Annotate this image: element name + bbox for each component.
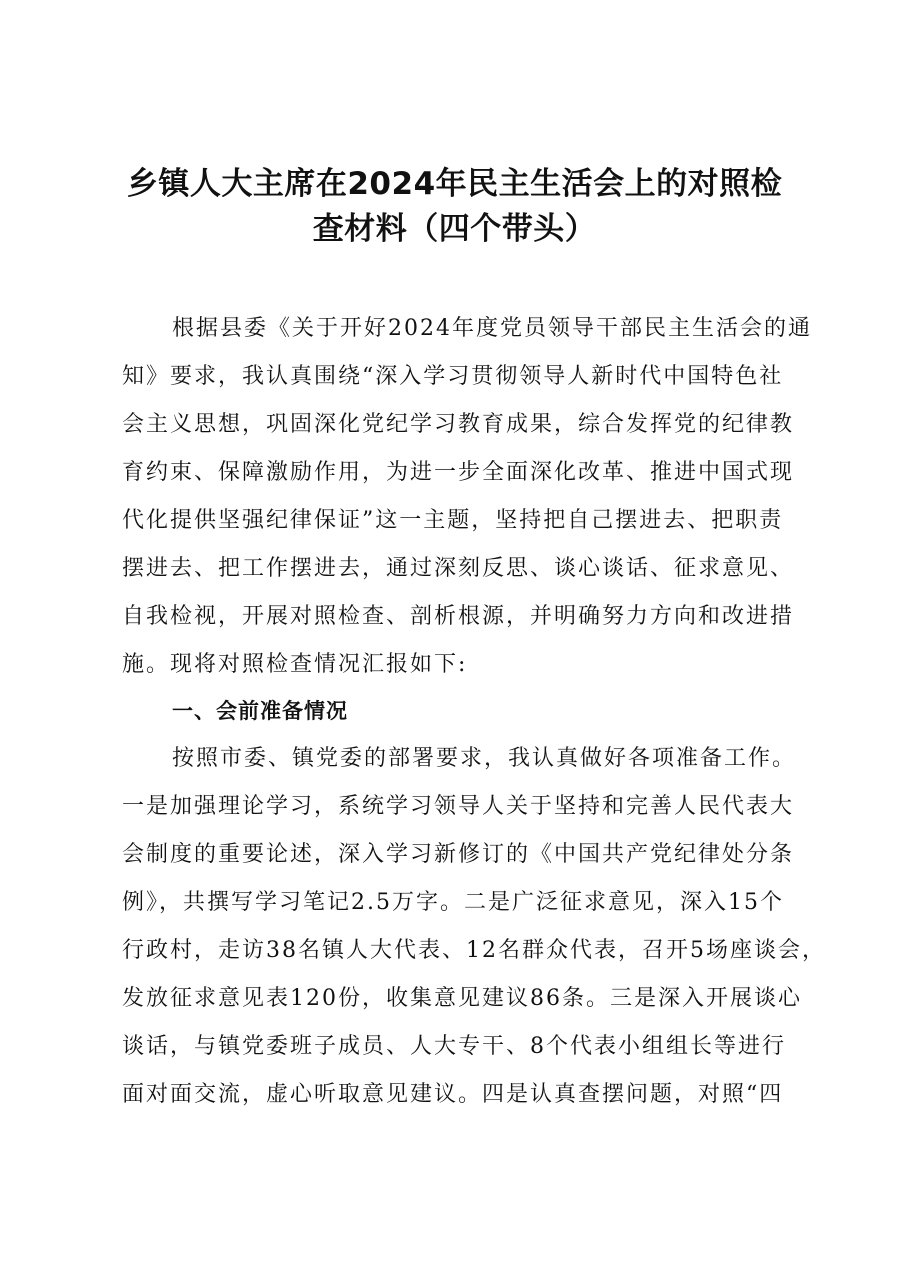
paragraph-2-line-3: 会制度的重要论述，深入学习新修订的《中国共产党纪律处分条: [122, 842, 795, 867]
paragraph-1-line-1: 根据县委《关于开好2024年度党员领导干部民主生活会的通: [172, 316, 812, 341]
paragraph-1-line-3: 会主义思想，巩固深化党纪学习教育成果，综合发挥党的纪律教: [122, 412, 795, 437]
paragraph-2-line-7: 谈话，与镇党委班子成员、人大专干、8个代表小组组长等进行: [122, 1034, 786, 1059]
paragraph-2-line-5: 行政村，走访38名镇人大代表、12名群众代表，召开5场座谈会，: [122, 938, 826, 963]
paragraph-2-line-2: 一是加强理论学习，系统学习领导人关于坚持和完善人民代表大: [122, 794, 795, 819]
paragraph-2-line-4: 例》，共撰写学习笔记2.5万字。二是广泛征求意见，深入15个: [122, 890, 784, 915]
document-title-line-2: 查材料（四个带头）: [312, 211, 597, 247]
paragraph-1-line-7: 自我检视，开展对照检查、剖析根源，并明确努力方向和改进措: [122, 604, 795, 629]
paragraph-1-line-4: 育约束、保障激励作用，为进一步全面深化改革、推进中国式现: [122, 460, 795, 485]
section-1-heading: 一、会前准备情况: [172, 699, 348, 723]
paragraph-1-line-8: 施。现将对照检查情况汇报如下:: [122, 652, 468, 677]
paragraph-2-line-1: 按照市委、镇党委的部署要求，我认真做好各项准备工作。: [172, 746, 797, 771]
paragraph-1-line-2: 知》要求，我认真围绕“深入学习贯彻领导人新时代中国特色社: [122, 364, 784, 389]
paragraph-1-line-5: 代化提供坚强纪律保证”这一主题，坚持把自己摆进去、把职责: [122, 508, 784, 533]
paragraph-2-line-6: 发放征求意见表120份，收集意见建议86条。三是深入开展谈心: [122, 986, 802, 1011]
paragraph-1-line-6: 摆进去、把工作摆进去，通过深刻反思、谈心谈话、征求意见、: [122, 556, 795, 581]
document-title-line-1: 乡镇人大主席在2024年民主生活会上的对照检: [126, 166, 783, 202]
paragraph-2-line-8: 面对面交流，虚心听取意见建议。四是认真查摆问题，对照“四: [122, 1082, 784, 1107]
